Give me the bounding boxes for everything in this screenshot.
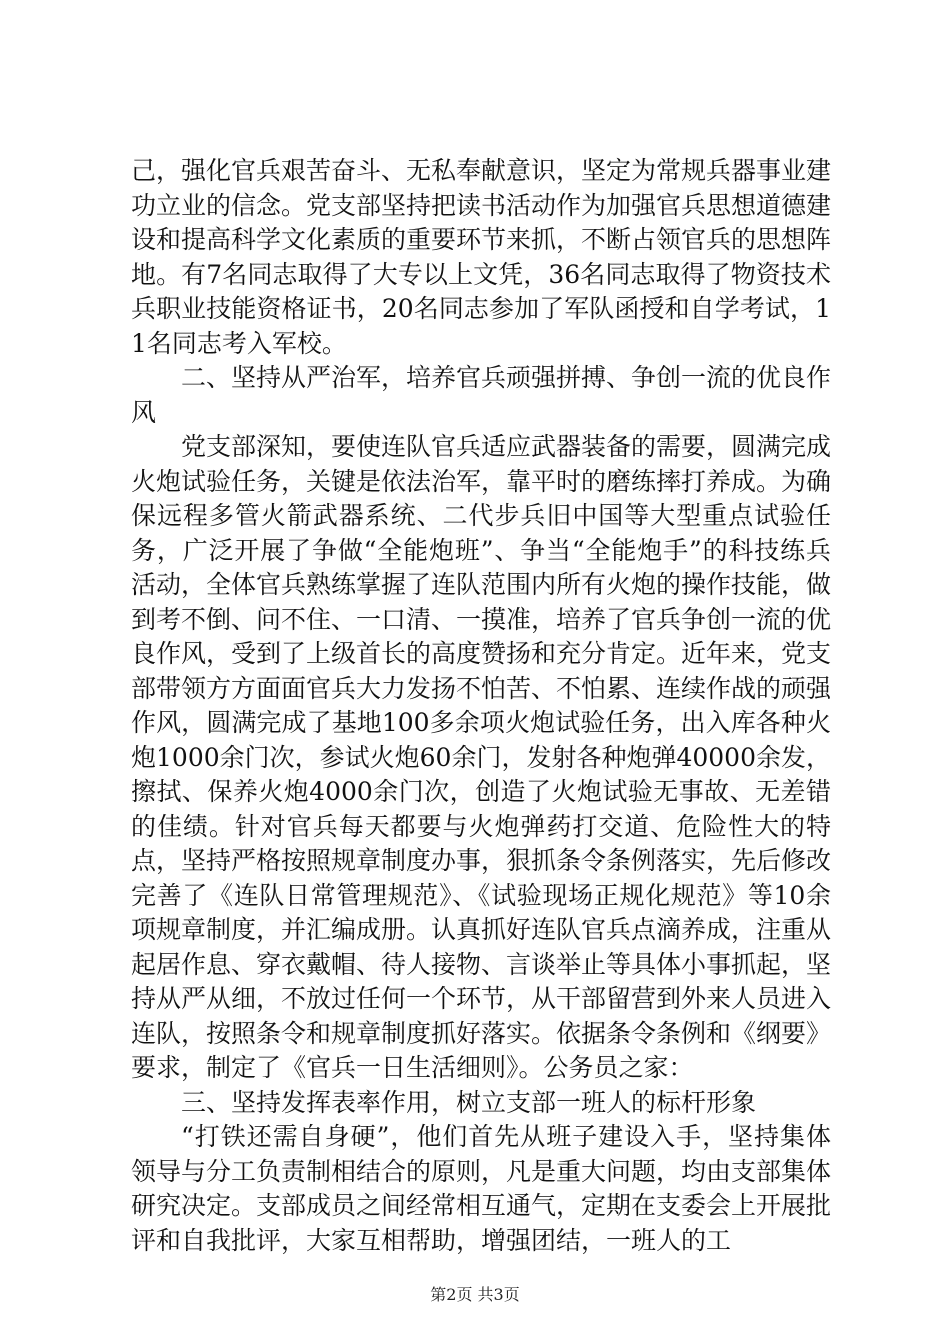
paragraph-section-three-body: “打铁还需自身硬”，他们首先从班子建设入手，坚持集体领导与分工负责制相结合的原则，凡是重大问题，均由支部集体研究决定。支部成员之间经常相互通气，定期在支委会上开展批评和自我批评，大家互相帮助，增强团结，一班人的工 [131,1122,832,1255]
document-body [131,154,831,1258]
page-footer: 第2页 共3页 [430,1285,520,1304]
paragraph-continuation: 己，强化官兵艰苦奋斗、无私奉献意识，坚定为常规兵器事业建功立业的信念。党支部坚持把读书活动作为加强官兵思想道德建设和提高科学文化素质的重要环节来抓，不断占领官兵的思想阵地。有7名同志取得了大专以上文凭，36名同志取得了物资技术兵职业技能资格证书，20名同志参加了军队函授和自学考试，11名同志考入军校。 [131,156,832,358]
paragraph-section-two-body: 党支部深知，要使连队官兵适应武器装备的需要，圆满完成火炮试验任务，关键是依法治军，靠平时的磨练摔打养成。为确保远程多管火箭武器系统、二代步兵旧中国等大型重点试验任务，广泛开展了争做“全能炮班”、争当“全能炮手”的科技练兵活动，全体官兵熟练掌握了连队范围内所有火炮的操作技能，做到考不倒、问不住、一口清、一摸准，培养了官兵争创一流的优良作风，受到了上级首长的高度赞扬和充分肯定。近年来，党支部带领方方面面官兵大力发扬不怕苦、不怕累、连续作战的顽强作风，圆满完成了基地100多余项火炮试验任务，出入库各种火炮1000余门次，参试火炮60余门，发射各种炮弹40000余发，擦拭、保养火炮4000余门次，创造了火炮试验无事故、无差错的佳绩。针对官兵每天都要与火炮弹药打交道、危险性大的特点，坚持严格按照规章制度办事，狠抓条令条例落实，先后修改完善了《连队日常管理规范》、《试验现场正规化规范》等10余项规章制度，并汇编成册。认真抓好连队官兵点滴养成，注重从起居作息、穿衣戴帽、待人接物、言谈举止等具体小事抓起，坚持从严从细，不放过任何一个环节，从干部留营到外来人员进入连队，按照条令和规章制度抓好落实。依据条令条例和《纲要》要求，制定了《官兵一日生活细则》。公务员之家： [131,432,832,1082]
section-heading-three: 三、坚持发挥表率作用，树立支部一班人的标杆形象 [181,1087,757,1117]
section-heading-two: 二、坚持从严治军，培养官兵顽强拼搏、争创一流的优良作风 [131,363,832,427]
